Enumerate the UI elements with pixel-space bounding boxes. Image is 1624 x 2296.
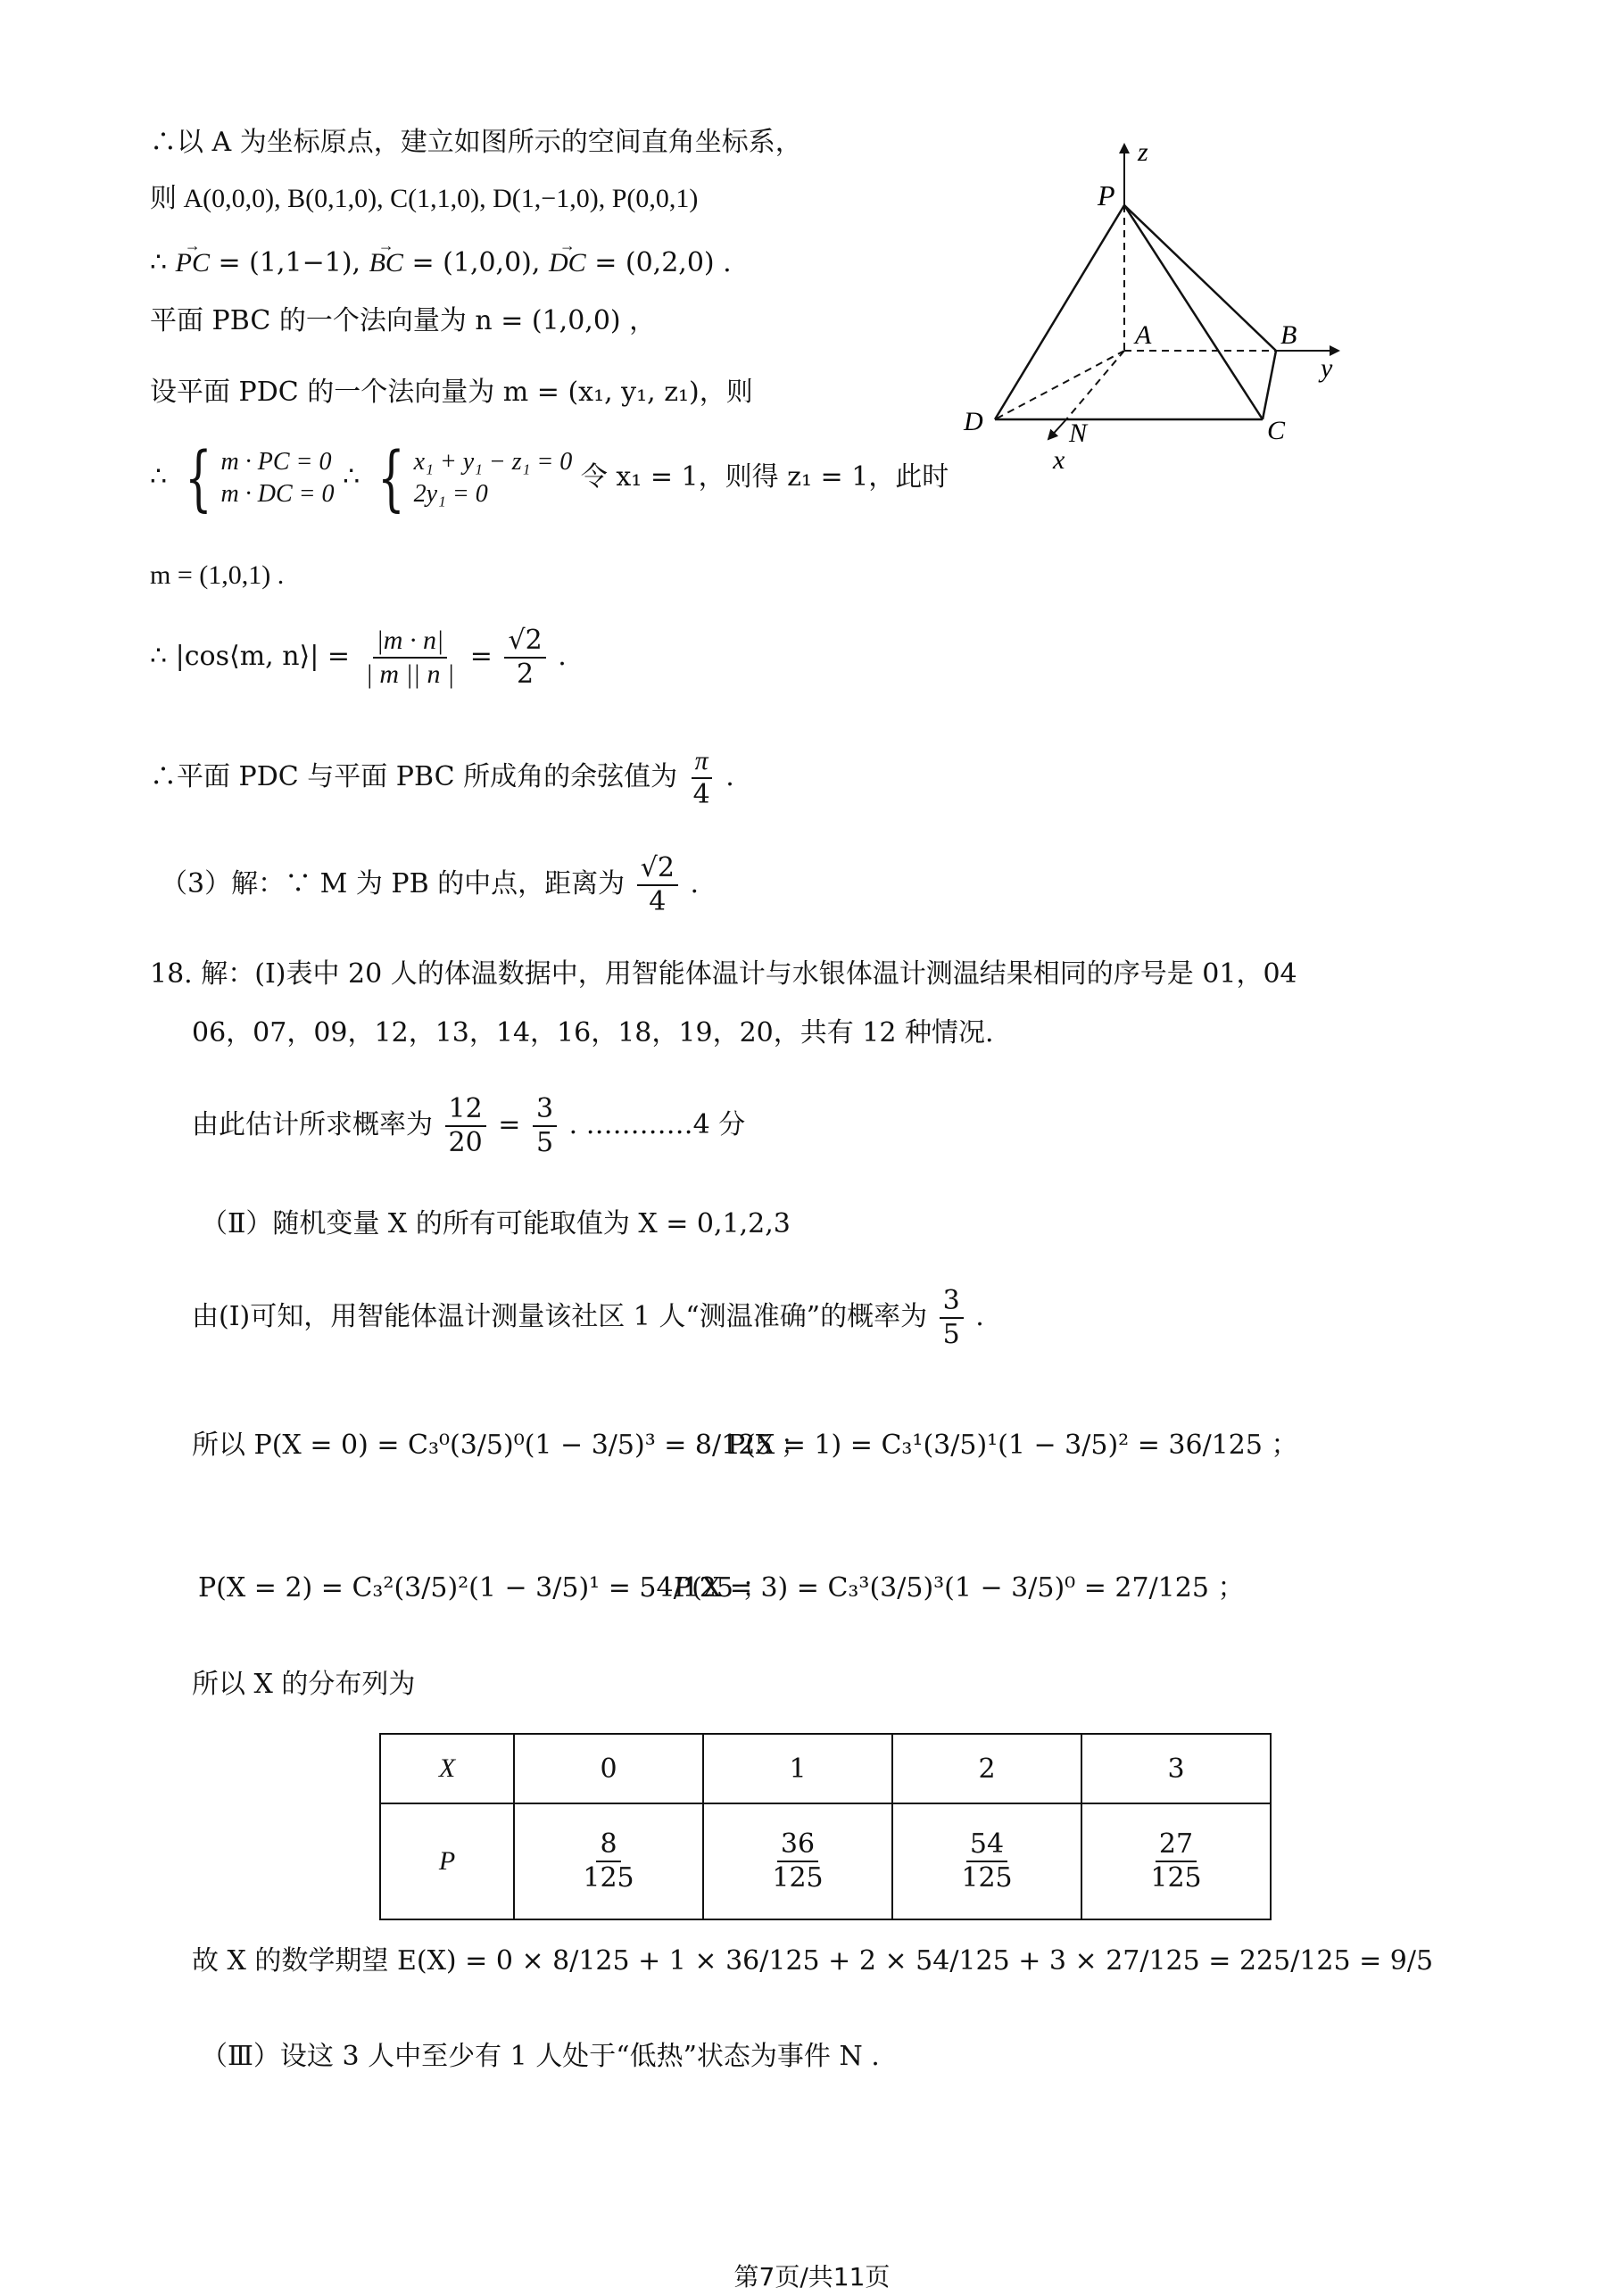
edge-ad bbox=[995, 351, 1124, 419]
fraction-numerator: 36 bbox=[777, 1828, 818, 1862]
table-x-value: 1 bbox=[703, 1734, 892, 1803]
vector-bc: → BC bbox=[369, 245, 403, 281]
fraction-denominator: 125 bbox=[1150, 1862, 1202, 1894]
edge-bc bbox=[1263, 351, 1276, 419]
fraction-12-20 bbox=[445, 1093, 486, 1159]
system-1 bbox=[176, 436, 335, 519]
question-18-list: 06，07，09，12，13，14，16，18，19，20，共有 12 种情况. bbox=[192, 1017, 994, 1049]
table-probability-cell bbox=[514, 1803, 703, 1919]
system-conclusion: 令 x₁ = 1，则得 z₁ = 1，此时 bbox=[580, 461, 949, 493]
cosine-fraction bbox=[362, 625, 459, 691]
table-probability-cell bbox=[892, 1803, 1081, 1919]
label-z: z bbox=[1138, 137, 1148, 167]
fraction-3-5 bbox=[940, 1285, 964, 1351]
part-3-text: （3）解：∵ M 为 PB 的中点，距离为 bbox=[161, 868, 626, 899]
table-x-value: 2 bbox=[892, 1734, 1081, 1803]
label-c: C bbox=[1267, 416, 1286, 445]
fraction-denominator: 125 bbox=[961, 1862, 1013, 1894]
part-3-answer bbox=[161, 852, 699, 918]
table-row-label: P bbox=[380, 1803, 514, 1919]
vector-dc: → DC bbox=[549, 245, 586, 281]
cosine-lhs: ∴ |cos⟨m, n⟩| = bbox=[150, 641, 351, 672]
system-2-eq-1: x₁ + y₁ − z₁ = 0 bbox=[413, 448, 573, 476]
table-probability-row bbox=[380, 1803, 1271, 1919]
fraction-denominator: 4 bbox=[649, 886, 667, 917]
part-2-probability bbox=[192, 1285, 984, 1351]
fraction-numerator: 12 bbox=[445, 1093, 486, 1127]
equals-sign: = bbox=[469, 641, 493, 672]
question-18-intro: 18. 解：(Ⅰ)表中 20 人的体温数据中，用智能体温计与水银体温计测温结果相同的序号是 01，04 bbox=[150, 958, 1297, 990]
label-a: A bbox=[1135, 320, 1152, 350]
system-1-eq-1: m · PC = 0 bbox=[220, 448, 332, 476]
angle-conclusion bbox=[150, 745, 734, 811]
table-header-row bbox=[380, 1734, 1271, 1803]
text-line-4: 平面 PBC 的一个法向量为 n = (1,0,0) ， bbox=[150, 305, 657, 336]
label-b: B bbox=[1280, 320, 1297, 350]
label-d: D bbox=[964, 407, 983, 436]
vector-bc-value: = (1,0,0), bbox=[402, 247, 549, 278]
system-2-lines bbox=[414, 446, 573, 510]
system-2 bbox=[369, 436, 573, 519]
left-brace: { bbox=[184, 436, 212, 519]
edge-pc bbox=[1124, 205, 1263, 419]
text-line-7: m = (1,0,1) . bbox=[150, 560, 285, 590]
fraction-denominator: 5 bbox=[942, 1319, 960, 1350]
text-line-5: 设平面 PDC 的一个法向量为 m = (x₁, y₁, z₁)，则 bbox=[150, 377, 753, 408]
table-probability-cell bbox=[703, 1803, 892, 1919]
fraction-numerator: 3 bbox=[533, 1093, 557, 1127]
text-line-2: 则 A(0,0,0), B(0,1,0), C(1,1,0), D(1,−1,0), P(0,0,1) bbox=[150, 184, 699, 213]
vector-dc-value: = (0,2,0) . bbox=[585, 247, 732, 278]
table-x-value: 0 bbox=[514, 1734, 703, 1803]
equation-system-line bbox=[150, 437, 949, 518]
equals-sign: = bbox=[498, 1109, 521, 1140]
angle-conclusion-text: ∴平面 PDC 与平面 PBC 所成角的余弦值为 bbox=[150, 761, 678, 792]
pyramid-figure bbox=[910, 125, 1410, 482]
fraction-numerator: 3 bbox=[940, 1285, 964, 1319]
probability-text: 由此估计所求概率为 bbox=[192, 1109, 433, 1140]
period: . bbox=[725, 761, 734, 792]
table-x-value: 3 bbox=[1081, 1734, 1271, 1803]
distribution-caption: 所以 X 的分布列为 bbox=[192, 1669, 416, 1700]
fraction-denominator: 4 bbox=[692, 779, 710, 810]
text-line-1: ∴以 A 为坐标原点，建立如图所示的空间直角坐标系， bbox=[150, 127, 802, 158]
label-n: N bbox=[1069, 419, 1088, 448]
fraction-numerator: π bbox=[692, 745, 712, 779]
fraction-denominator: 20 bbox=[448, 1127, 483, 1158]
cosine-result-fraction bbox=[504, 625, 545, 691]
text-line-3 bbox=[150, 245, 732, 281]
fraction-numerator: √2 bbox=[637, 852, 678, 886]
pi-over-4 bbox=[690, 745, 714, 811]
fraction-denominator: 5 bbox=[535, 1127, 554, 1158]
label-y: y bbox=[1321, 353, 1333, 383]
fraction-numerator: 54 bbox=[966, 1828, 1007, 1862]
period: . bbox=[558, 641, 567, 672]
fraction-3-5 bbox=[533, 1093, 557, 1159]
fraction-denominator: 125 bbox=[583, 1862, 634, 1894]
fraction-numerator: 27 bbox=[1156, 1828, 1197, 1862]
fraction-numerator: √2 bbox=[504, 625, 545, 659]
table-header-label: X bbox=[380, 1734, 514, 1803]
therefore-symbol-2: ∴ bbox=[343, 461, 360, 493]
fraction-denominator: | m || n | bbox=[365, 659, 455, 689]
expectation-line: 故 X 的数学期望 E(X) = 0 × 8/125 + 1 × 36/125 + 2 × 54/125 + 3 × 27/125 = 225/125 = 9/5 bbox=[192, 1945, 1434, 1977]
therefore-symbol: ∴ bbox=[150, 461, 168, 493]
x-axis bbox=[1048, 419, 1066, 439]
edge-pd bbox=[995, 205, 1124, 419]
probability-x2: P(X = 2) = C₃²(3/5)²(1 − 3/5)¹ = 54/125 ； bbox=[198, 1572, 769, 1604]
score-note: . …………4 分 bbox=[568, 1109, 746, 1140]
label-p: P bbox=[1098, 179, 1115, 211]
fraction-denominator: 2 bbox=[517, 659, 534, 690]
label-x: x bbox=[1053, 445, 1065, 475]
cosine-equation bbox=[150, 625, 567, 691]
vector-pc: → PC bbox=[176, 245, 210, 281]
system-1-eq-2: m · DC = 0 bbox=[220, 480, 335, 508]
period: . bbox=[690, 868, 700, 899]
probability-text: 由(Ⅰ)可知，用智能体温计测量该社区 1 人“测温准确”的概率为 bbox=[192, 1301, 928, 1332]
period: . bbox=[975, 1301, 984, 1332]
probability-x0: 所以 P(X = 0) = C₃⁰(3/5)⁰(1 − 3/5)³ = 8/125 ； bbox=[192, 1430, 808, 1461]
fraction-numerator: |m · n| bbox=[373, 625, 448, 659]
probability-x3: P(X = 3) = C₃³(3/5)³(1 − 3/5)⁰ = 27/125 ； bbox=[674, 1572, 1245, 1604]
x-axis-hidden bbox=[1066, 351, 1124, 419]
therefore-symbol: ∴ bbox=[150, 247, 176, 278]
part-3-event: （Ⅲ）设这 3 人中至少有 1 人处于“低热”状态为事件 N . bbox=[201, 2041, 880, 2072]
page-footer: 第7页/共11页 bbox=[733, 2262, 891, 2292]
probability-estimate bbox=[192, 1093, 745, 1159]
part-2-text: （Ⅱ）随机变量 X 的所有可能取值为 X = 0,1,2,3 bbox=[201, 1208, 791, 1239]
left-brace-2: { bbox=[377, 436, 405, 519]
system-1-lines bbox=[221, 446, 335, 510]
fraction-numerator: 8 bbox=[596, 1828, 620, 1862]
table-probability-cell bbox=[1081, 1803, 1271, 1919]
system-2-eq-2: 2y₁ = 0 bbox=[413, 480, 488, 508]
distance-fraction bbox=[637, 852, 678, 918]
vector-pc-value: = (1,1−1), bbox=[209, 247, 369, 278]
distribution-table bbox=[379, 1733, 1272, 1920]
probability-x1: P(X = 1) = C₃¹(3/5)¹(1 − 3/5)² = 36/125 ； bbox=[727, 1430, 1298, 1461]
fraction-denominator: 125 bbox=[772, 1862, 824, 1894]
